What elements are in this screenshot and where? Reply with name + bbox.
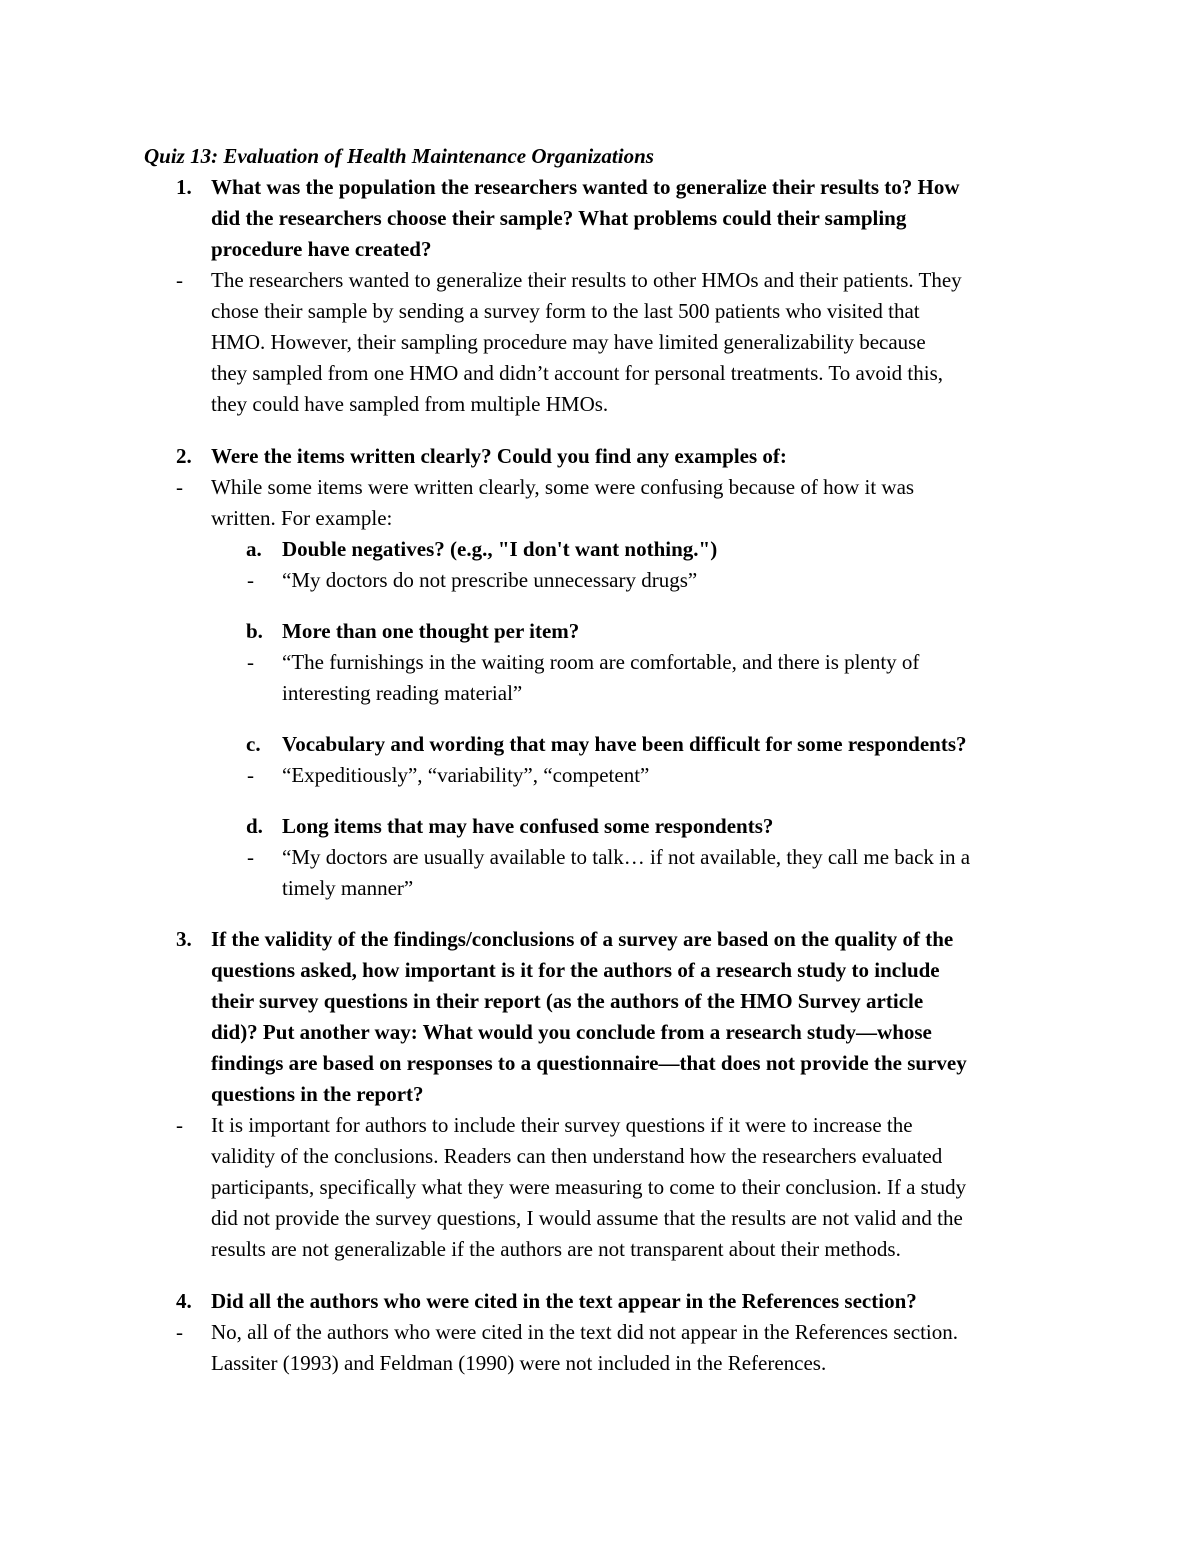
answer-4-dash: -: [176, 1320, 183, 1344]
answer-1-line: chose their sample by sending a survey form to the last 500 patients who visited that: [211, 299, 920, 323]
subitem-a-answer: [282, 565, 1072, 596]
subitem-a-answer-line: “My doctors do not prescribe unnecessary drugs”: [282, 568, 698, 592]
answer-3-line: validity of the conclusions. Readers can then understand how the researchers evaluated: [211, 1144, 943, 1168]
subitem-b-text: More than one thought per item?: [282, 619, 580, 643]
question-2-line: Were the items written clearly? Could you find any examples of:: [211, 444, 787, 468]
subitem-d-letter: d.: [246, 814, 263, 838]
question-1-number: 1.: [176, 175, 192, 199]
answer-1-line: they could have sampled from multiple HMOs.: [211, 392, 609, 416]
answer-2-line: written. For example:: [211, 506, 393, 530]
answer-1-line: HMO. However, their sampling procedure may have limited generalizability because: [211, 330, 926, 354]
question-4-number: 4.: [176, 1289, 192, 1313]
subitem-d-text: Long items that may have confused some respondents?: [282, 814, 774, 838]
question-1-line: did the researchers choose their sample? What problems could their sampling: [211, 206, 907, 230]
subitem-c-answer: [282, 760, 1072, 791]
answer-1-line: The researchers wanted to generalize their results to other HMOs and their patients. They: [211, 268, 962, 292]
answer-1-dash: -: [176, 268, 183, 292]
answer-3-dash: -: [176, 1113, 183, 1137]
subitem-b-dash: -: [247, 650, 254, 674]
question-1-line: What was the population the researchers wanted to generalize their results to? How: [211, 175, 960, 199]
answer-4-line: Lassiter (1993) and Feldman (1990) were not included in the References.: [211, 1351, 827, 1375]
question-3-line: findings are based on responses to a questionnaire—that does not provide the survey: [211, 1051, 967, 1075]
question-2-number: 2.: [176, 444, 192, 468]
answer-2-line: While some items were written clearly, some were confusing because of how it was: [211, 475, 915, 499]
answer-4-line: No, all of the authors who were cited in the text did not appear in the References section.: [211, 1320, 958, 1344]
question-3-number: 3.: [176, 927, 192, 951]
answer-3-line: It is important for authors to include their survey questions if it were to increase the: [211, 1113, 913, 1137]
question-3-line: did)? Put another way: What would you conclude from a research study—whose: [211, 1020, 932, 1044]
answer-3-line: did not provide the survey questions, I would assume that the results are not valid and the: [211, 1206, 963, 1230]
question-1-text: [211, 172, 1071, 265]
answer-3-line: results are not generalizable if the authors are not transparent about their methods.: [211, 1237, 901, 1261]
answer-3-text: [211, 1110, 1071, 1265]
question-2-text: [211, 441, 1071, 472]
answer-2-text: [211, 472, 1071, 534]
subitem-d-answer-line: “My doctors are usually available to talk… if not available, they call me back in a: [282, 845, 971, 869]
answer-1-line: they sampled from one HMO and didn’t account for personal treatments. To avoid this,: [211, 361, 944, 385]
answer-4-text: [211, 1317, 1071, 1379]
question-4-text: [211, 1286, 1071, 1317]
answer-2-dash: -: [176, 475, 183, 499]
answer-1-text: [211, 265, 1071, 420]
subitem-c-dash: -: [247, 763, 254, 787]
subitem-a-dash: -: [247, 568, 254, 592]
subitem-d-answer: [282, 842, 1072, 904]
question-3-line: their survey questions in their report (as the authors of the HMO Survey article: [211, 989, 924, 1013]
subitem-c-answer-line: “Expeditiously”, “variability”, “competent”: [282, 763, 650, 787]
subitem-d-answer-line: timely manner”: [282, 876, 414, 900]
question-3-line: questions in the report?: [211, 1082, 424, 1106]
subitem-a-text: Double negatives? (e.g., "I don't want nothing."): [282, 537, 718, 561]
subitem-b-letter: b.: [246, 619, 263, 643]
quiz-title: Quiz 13: Evaluation of Health Maintenance Organizations: [144, 144, 654, 168]
question-3-text: [211, 924, 1071, 1110]
answer-3-line: participants, specifically what they were measuring to come to their conclusion. If a study: [211, 1175, 967, 1199]
subitem-d-dash: -: [247, 845, 254, 869]
subitem-c-text: Vocabulary and wording that may have been difficult for some respondents?: [282, 732, 967, 756]
question-3-line: questions asked, how important is it for the authors of a research study to include: [211, 958, 940, 982]
subitem-b-answer-line: interesting reading material”: [282, 681, 523, 705]
subitem-c-letter: c.: [246, 732, 261, 756]
subitem-b-answer: [282, 647, 1072, 709]
subitem-a-letter: a.: [246, 537, 262, 561]
subitem-b-answer-line: “The furnishings in the waiting room are comfortable, and there is plenty of: [282, 650, 920, 674]
question-4-line: Did all the authors who were cited in the text appear in the References section?: [211, 1289, 917, 1313]
question-3-line: If the validity of the findings/conclusions of a survey are based on the quality of the: [211, 927, 954, 951]
question-1-line: procedure have created?: [211, 237, 432, 261]
